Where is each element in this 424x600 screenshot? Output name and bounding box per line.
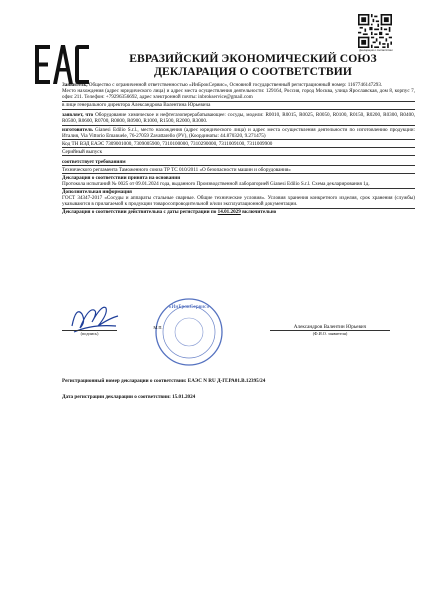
additional-text: ГОСТ 34347-2017 «Сосуды и аппараты стальные сварные. Общие технические условия». Условия хранения конкретного изделия, срок хранения (службы) указываются в прилагаемой к продукции товаросопроводительной и/или эксплуатационной документации. <box>62 195 415 208</box>
reg-date-value: 15.01.2024 <box>172 394 196 400</box>
document-title <box>88 52 418 78</box>
manufacturer-text: Gianesi Edilio S.r.l., место нахождения (адрес юридического лица) и адрес места осуществления деятельности по изготовлению продукции: Италия, Via Vittorio Emanuele, 76-27059 Zavattarello (PV), (Координаты: 44.870320, 9.271475) <box>62 126 415 139</box>
reg-date-label: Дата регистрации декларации о соответствии: <box>62 394 173 400</box>
title-union: ЕВРАЗИЙСКИЙ ЭКОНОМИЧЕСКИЙ СОЮЗ <box>129 52 377 65</box>
declares-label: заявляет, что <box>62 112 94 119</box>
additional-label: Дополнительная информация <box>62 189 132 196</box>
tn-ved-codes: Код ТН ВЭД ЕАЭС 7309001000, 7309005900, 7310100000, 7310290000, 7311009100, 7311009900 <box>62 140 273 147</box>
stamp-text: «ИнБрокСервис» <box>168 304 210 310</box>
registration-label: Регистрационный номер декларации о соответствии: <box>62 378 188 384</box>
validity-line <box>62 209 415 215</box>
manufacturer-section <box>62 127 415 139</box>
eac-logo <box>33 41 91 88</box>
declares-section <box>62 112 415 124</box>
signature-block <box>62 296 415 356</box>
name-caption: (Ф.И.О. заявителя) <box>312 331 348 336</box>
basis-label: Декларация о соответствии принята на основании <box>62 175 181 181</box>
validity-text: Декларация о соответствии действительна с даты регистрации по <box>62 209 218 216</box>
declaration-body <box>62 82 415 216</box>
manufacturer-label: изготовитель <box>62 126 93 133</box>
qr-code-icon <box>358 14 392 48</box>
requirements-text: Технического регламента Таможенного союза ТР ТС 010/2011 «О безопасности машин и оборудования» <box>62 166 291 173</box>
signature-caption: (подпись) <box>80 331 99 336</box>
registration-value: ЕАЭС N RU Д-IT.РА01.В.12395/24 <box>187 378 266 384</box>
title-declaration: ДЕКЛАРАЦИЯ О СООТВЕТСТВИИ <box>153 65 353 78</box>
declares-text: Оборудование химическое и нефтегазоперерабатывающее: сосуды, модели: R0010, R0015, R0025, R0050, R0100, R0150, R0200, R0300, R0400, R0500, R0600, R0700, R0800, R0900, R1000, R1500, R2000, R3000. <box>62 112 415 125</box>
seal-place: М.П. <box>153 325 163 330</box>
basis-text: Протокола испытаний № 0025 от 09.01.2024 года, выданного Производственной лабораторией Gianesi Edilio S.r.l. Схема декларирования 1д. <box>62 181 370 188</box>
validity-suffix: включительно <box>240 209 277 216</box>
batch-type: Серийный выпуск <box>62 148 103 155</box>
validity-date: 14.01.2029 <box>217 209 241 216</box>
applicant-address: Место нахождения (адрес юридического лица) и адрес места осуществления деятельности: 129164, Россия, город Москва, улица Ярославская, дом 8, корпус 7, офис 211. Телефон: +79296356692, адрес электронной почты: inbrokservice@gmail.com <box>62 88 415 101</box>
registration-number <box>62 378 415 384</box>
qr-caption: Декларация о соответствии <box>359 49 393 52</box>
registration-date <box>62 394 415 400</box>
applicant-text: Общество с ограниченной ответственностью «ИнБрокСервис», Основной государственный регистрационный номер: 1167746147293. <box>87 82 383 88</box>
applicant-label: Заявитель, <box>62 82 88 88</box>
applicant-person: в лице генерального директора Александрова Валентина Юрьевича <box>62 102 211 109</box>
company-stamp <box>152 296 226 368</box>
applicant-name: Александров Валентин Юрьевич <box>293 324 367 330</box>
requirements-label: соответствует требованиям <box>62 158 126 165</box>
